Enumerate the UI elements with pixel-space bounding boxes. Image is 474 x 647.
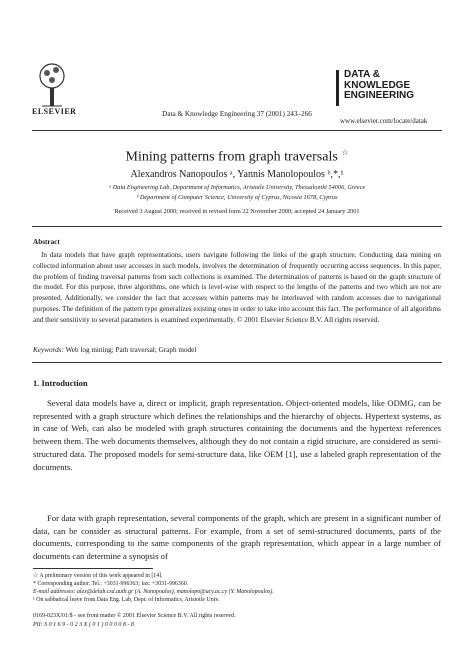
affiliation-a: ᵃ Data Engineering Lab, Department of Informatics, Aristotle University, Thessaloniki 54006, Greece <box>108 184 366 191</box>
footnote: * Corresponding author. Tel.: +3031-996363; fax: +3031-996360. <box>33 581 189 587</box>
affiliation-b: ᵇ Department of Computer Science, University of Cyprus, Nicosia 1678, Cyprus <box>136 194 338 201</box>
abstract-heading: Abstract <box>33 238 60 246</box>
pii-line: PII: S 0 1 6 9 - 0 2 3 X ( 0 1 ) 0 0 0 0 8 - 8 <box>33 622 134 628</box>
footnote: ☆ A preliminary version of this work appeared in [14]. <box>33 573 163 579</box>
received-dates: Received 3 August 2000; received in revised form 22 November 2000; accepted 24 January 2001 <box>114 208 360 215</box>
footnote-rule <box>33 568 153 569</box>
abstract-bottom-rule <box>32 362 442 363</box>
elsevier-tree-logo <box>38 58 66 108</box>
section-heading: 1. Introduction <box>33 378 88 388</box>
journal-reference: Data & Knowledge Engineering 37 (2001) 243–266 <box>162 110 312 118</box>
paper-title <box>0 148 474 166</box>
keywords <box>33 346 441 354</box>
header-rule <box>32 130 442 131</box>
body-paragraph: Several data models have a, direct or implicit, graph representation. Object-oriented models, like ODMG, can be represented with a graph structure which defines the relationships and the hierarchy of objects. Hypertext systems, as in case of Web, can also be modeled with graph structures containing the documents and the hypertext references between them. The web documents themselves, although they do not contain a rigid structure, are considered as semi-structured data. The proposed models for semi-structure data, like OEM [1], use a labeled graph representation of the documents. <box>33 398 441 472</box>
paper-title-text: Mining patterns from graph traversals <box>125 149 338 165</box>
keywords-text: Web log mining; Path traversal; Graph model <box>65 346 197 354</box>
issn-line: 0169-023X/01/$ - see front matter © 2001 Elsevier Science B.V. All rights reserved. <box>33 613 236 619</box>
abstract-text: In data models that have graph representations, users navigate following the links of the graph structure. Conducting data mining on collected information about user accesses in such models, involves the determination of frequently occurring access sequences. In this paper, the problem of finding traversal patterns from such collections is examined. The determination of patterns is based on the graph structure of the model. For this purpose, three algorithms, one which is level-wise with respect to the lengths of the patterns and two which are not are presented. Additionally, we consider the fact that accesses within patterns may be interleaved with random accesses due to navigational purposes. The definition of the pattern type generalizes existing ones in order to take into account this fact. The performance of all algorithms and their sensitivity to several parameters is examined experimentally. © 2001 Elsevier Science B.V. All rights reserved. <box>33 251 441 324</box>
title-footnote-mark: ☆ <box>341 148 349 157</box>
footnote: ¹ On sabbatical leave from Data Eng. Lab, Dept. of Informatics, Aristotle Univ. <box>33 597 220 603</box>
journal-brand <box>336 70 452 106</box>
keywords-label: Keywords: <box>33 346 64 354</box>
body-paragraph: For data with graph representation, several components of the graph, which are present in a significant number of data, can be consider as structural patterns. For example, from a set of semi-structured documents, parts of the documents, corresponding to the same components of the graph representation, which appear in a large number of documents can determine a synopsis of <box>33 513 441 562</box>
footnote: E-mail addresses: alex@delab.csd.auth.gr (A. Nanopoulos), manolopo@ucy.ac.cy (Y. Manolopoulos). <box>33 589 274 595</box>
journal-brand-line: ENGINEERING <box>344 90 415 101</box>
journal-brand-line: KNOWLEDGE <box>344 79 411 91</box>
paper-authors: Alexandros Nanopoulos ᵃ, Yannis Manolopoulos ᵇ,*,¹ <box>130 169 344 180</box>
abstract-top-rule <box>32 226 442 227</box>
publisher-logo-text: ELSEVIER <box>32 107 77 116</box>
journal-url: www.elsevier.com/locate/datak <box>340 117 428 125</box>
journal-brand-line: DATA & <box>344 69 380 80</box>
